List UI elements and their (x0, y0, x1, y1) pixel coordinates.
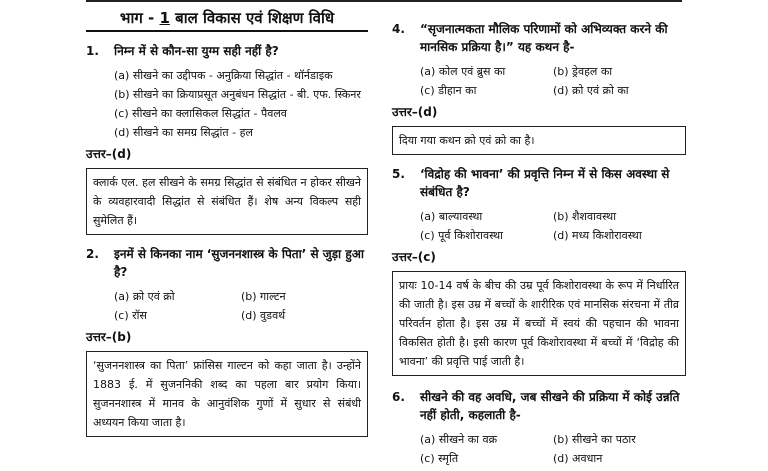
left-column (86, 8, 368, 437)
question-text: सीखने की वह अवधि, जब सीखने की प्रक्रिया में कोई उन्नति नहीं होती, कहलाती है- (420, 390, 680, 422)
question-number: 1. (86, 44, 99, 58)
option-b: (b) शैशवावस्था (553, 210, 617, 223)
question-number: 4. (392, 22, 405, 36)
answer-label: उत्तर–(c) (392, 250, 436, 264)
question-number: 5. (392, 167, 405, 181)
question-5 (392, 165, 686, 376)
question-6 (392, 388, 686, 468)
explanation-box: ‘सुजननशास्त्र का पिता’ फ्रांसिस गाल्टन को कहा जाता है। उन्होंने 1883 ई. में सुजननिकी शब्द का पहला बार प्रयोग किया। सुजननशास्त्र में मानव के आनुवंशिक गुणों में सुधार से संबंधी अध्ययन किया जाता है। (86, 351, 368, 437)
option-d: (d) वुडवर्थ (241, 309, 286, 322)
options (86, 66, 368, 142)
explanation-box: प्रायः 10-14 वर्ष के बीच की उम्र पूर्व किशोरावस्था के रूप में निर्धारित की जाती है। इस उम्र में बच्चों के शारीरिक एवं मानसिक संरचना में तीव्र परिवर्तन होता है। इस उम्र में बच्चों में स्वयं की पहचान की भावना विकसित होती है। इसी कारण पूर्व किशोरावस्था में बच्चों में ‘विद्रोह की भावना’ की प्रवृत्ति पाई जाती है। (392, 271, 686, 376)
options (392, 207, 686, 245)
option-a: (a) कोल एवं ब्रुस का (420, 65, 506, 78)
option-b: (b) ड्रेवहल का (553, 65, 613, 78)
option-a: (a) सीखने का उद्दीपक - अनुक्रिया सिद्धांत - थॉर्नडाइक (114, 69, 333, 82)
question-4 (392, 20, 686, 155)
option-b: (b) सीखने का क्रियाप्रसूत अनुबंधन सिद्धांत - बी. एफ. स्किनर (114, 88, 361, 101)
question-text: ‘विद्रोह की भावना’ की प्रवृत्ति निम्न में से किस अवस्था से संबंधित है? (420, 167, 670, 199)
options (86, 287, 368, 325)
question-text: इनमें से किनका नाम ‘सुजननशास्त्र के पिता’ से जुड़ा हुआ है? (114, 247, 364, 279)
option-a: (a) सीखने का वक्र (420, 433, 498, 446)
question-2 (86, 245, 368, 437)
right-column (392, 8, 686, 468)
explanation-box: दिया गया कथन क्रो एवं क्रो का है। (392, 126, 686, 155)
question-number: 2. (86, 247, 99, 261)
option-b: (b) गाल्टन (241, 290, 286, 303)
option-d: (d) सीखने का समग्र सिद्धांत - हल (114, 126, 253, 139)
top-rule (86, 0, 682, 2)
option-c: (c) डीहान का (420, 84, 477, 97)
question-1 (86, 42, 368, 235)
option-d: (d) मध्य किशोरावस्था (553, 229, 642, 242)
question-text: “सृजनात्मकता मौलिक परिणामों को अभिव्यक्त करने की मानसिक प्रक्रिया है।” यह कथन है- (420, 22, 668, 54)
question-text: निम्न में से कौन-सा युग्म सही नहीं है? (114, 44, 279, 58)
section-title: बाल विकास एवं शिक्षण विधि (169, 9, 335, 27)
option-b: (b) सीखने का पठार (553, 433, 636, 446)
option-c: (c) पूर्व किशोरावस्था (420, 229, 504, 242)
option-c: (c) स्मृति (420, 452, 459, 465)
option-a: (a) क्रो एवं क्रो (114, 290, 175, 303)
option-d: (d) क्रो एवं क्रो का (553, 84, 629, 97)
explanation-box: क्लार्क एल. हल सीखने के समग्र सिद्धांत से संबंधित न होकर सीखने के व्यवहारवादी सिद्धांत से संबंधित हैं। शेष अन्य विकल्प सही सुमेलित हैं। (86, 168, 368, 235)
options (392, 430, 686, 468)
section-number: 1 (159, 9, 170, 27)
section-heading (86, 8, 368, 32)
option-c: (c) सीखने का क्लासिकल सिद्धांत - पैवलव (114, 107, 287, 120)
answer-label: उत्तर–(b) (86, 330, 132, 344)
question-number: 6. (392, 390, 405, 404)
option-d: (d) अवधान (553, 452, 603, 465)
answer-label: उत्तर–(d) (86, 147, 132, 161)
option-a: (a) बाल्यावस्था (420, 210, 483, 223)
option-c: (c) रॉस (114, 309, 147, 322)
answer-label: उत्तर–(d) (392, 105, 438, 119)
section-prefix: भाग - (119, 9, 160, 27)
options (392, 62, 686, 100)
